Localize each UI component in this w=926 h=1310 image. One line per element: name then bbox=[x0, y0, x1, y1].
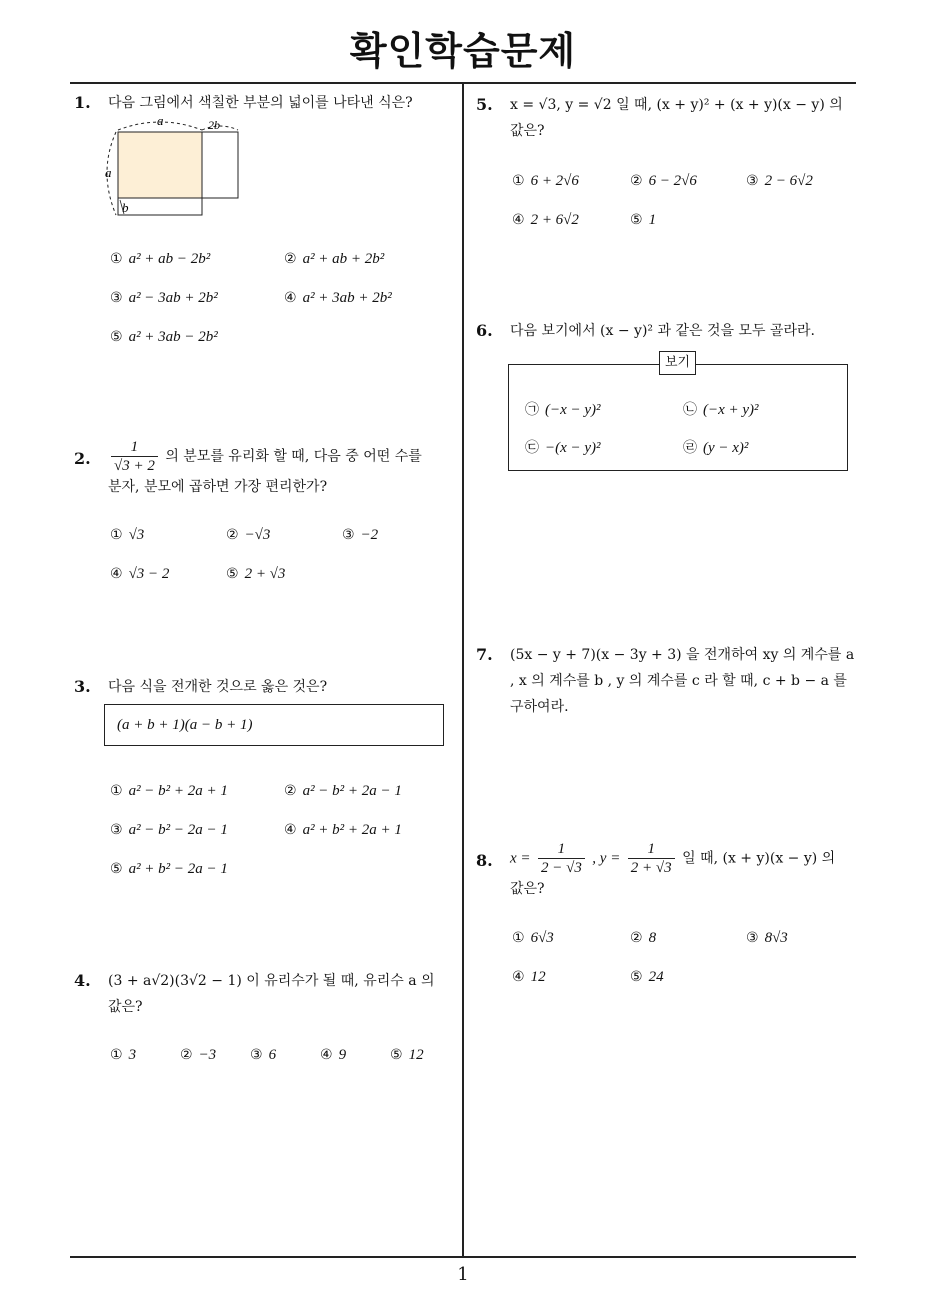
question-text-2: 값은? bbox=[510, 881, 545, 897]
option-3[interactable]: ③ a² − 3ab + 2b² bbox=[110, 290, 218, 306]
option-4[interactable]: ④ 2 + 6√2 bbox=[512, 212, 579, 228]
expression-box bbox=[104, 704, 444, 746]
option-2[interactable]: ② 8 bbox=[630, 930, 657, 946]
area-figure bbox=[100, 116, 240, 220]
question-text-2: 값은? bbox=[510, 123, 545, 139]
footer-rule bbox=[70, 1256, 856, 1258]
label-2b: 2b bbox=[208, 118, 220, 132]
question-text: (3 + a√2)(3√2 − 1) 이 유리수가 될 때, 유리수 a 의 bbox=[108, 973, 435, 989]
option-3[interactable]: ③ 2 − 6√2 bbox=[746, 173, 813, 189]
option-4[interactable]: ④ √3 − 2 bbox=[110, 566, 170, 582]
label-a-top: a bbox=[157, 116, 164, 128]
lower-strip bbox=[118, 198, 202, 215]
option-5[interactable]: ⑤ a² + b² − 2a − 1 bbox=[110, 861, 228, 877]
option-5[interactable]: ⑤ 12 bbox=[390, 1047, 424, 1063]
option-2[interactable]: ② a² − b² + 2a − 1 bbox=[284, 783, 402, 799]
option-2[interactable]: ② 6 − 2√6 bbox=[630, 173, 697, 189]
question-3 bbox=[74, 674, 454, 884]
bogi-item-3[interactable]: ㉢ −(x − y)² bbox=[525, 440, 601, 456]
question-2 bbox=[74, 438, 458, 598]
question-number: 7. bbox=[476, 645, 493, 664]
question-6 bbox=[476, 318, 860, 478]
question-number: 6. bbox=[476, 321, 493, 340]
question-text: x = √3, y = √2 일 때, (x + y)² + (x + y)(x − y) 의 bbox=[510, 97, 843, 113]
bogi-item-1[interactable]: ㉠ (−x − y)² bbox=[525, 402, 601, 418]
option-3[interactable]: ③ a² − b² − 2a − 1 bbox=[110, 822, 228, 838]
bogi-item-4[interactable]: ㉣ (y − x)² bbox=[683, 440, 749, 456]
option-4[interactable]: ④ a² + 3ab + 2b² bbox=[284, 290, 392, 306]
option-3[interactable]: ③ −2 bbox=[342, 527, 379, 543]
question-number: 3. bbox=[74, 677, 91, 696]
question-text-2: 분자, 분모에 곱하면 가장 편리한가? bbox=[108, 479, 328, 495]
question-4 bbox=[74, 968, 458, 1078]
question-text: (5x − y + 7)(x − 3y + 3) 을 전개하여 xy 의 계수를 a bbox=[510, 647, 855, 663]
option-5[interactable]: ⑤ 24 bbox=[630, 969, 664, 985]
question-text: 의 분모를 유리화 할 때, 다음 중 어떤 수를 bbox=[165, 448, 422, 465]
question-text-2: 값은? bbox=[108, 999, 143, 1015]
question-text: 다음 그림에서 색칠한 부분의 넓이를 나타낸 식은? bbox=[108, 95, 413, 111]
option-2[interactable]: ② a² + ab + 2b² bbox=[284, 251, 385, 267]
x-label: x = bbox=[510, 850, 531, 867]
option-2[interactable]: ② −3 bbox=[180, 1047, 217, 1063]
expression: (a + b + 1)(a − b + 1) bbox=[117, 717, 253, 733]
option-5[interactable]: ⑤ 2 + √3 bbox=[226, 566, 286, 582]
bogi-box bbox=[508, 355, 848, 471]
option-1[interactable]: ① 6 + 2√6 bbox=[512, 173, 579, 189]
fraction-y: $\frac{1}{2 + √3}$ bbox=[628, 840, 675, 877]
question-text: 다음 보기에서 (x − y)² 과 같은 것을 모두 골라라. bbox=[510, 323, 815, 339]
question-number: 4. bbox=[74, 971, 91, 990]
option-1[interactable]: ① √3 bbox=[110, 527, 145, 543]
label-b: b bbox=[122, 200, 129, 215]
fraction-x: $\frac{1}{2 - √3}$ bbox=[538, 840, 585, 877]
option-1[interactable]: ① a² + ab − 2b² bbox=[110, 251, 211, 267]
option-3[interactable]: ③ 6 bbox=[250, 1047, 277, 1063]
option-1[interactable]: ① 3 bbox=[110, 1047, 137, 1063]
shaded-region bbox=[118, 132, 202, 198]
option-2[interactable]: ② −√3 bbox=[226, 527, 271, 543]
column-divider bbox=[462, 82, 464, 1258]
question-text: 일 때, (x + y)(x − y) 의 bbox=[682, 850, 836, 867]
option-4[interactable]: ④ 9 bbox=[320, 1047, 347, 1063]
option-3[interactable]: ③ 8√3 bbox=[746, 930, 788, 946]
question-number: 8. bbox=[476, 851, 493, 870]
page-title: 확인학습문제 bbox=[349, 29, 577, 73]
bogi-item-2[interactable]: ㉡ (−x + y)² bbox=[683, 402, 759, 418]
question-number: 5. bbox=[476, 95, 493, 114]
option-1[interactable]: ① 6√3 bbox=[512, 930, 554, 946]
question-number: 1. bbox=[74, 93, 91, 112]
y-label: , y = bbox=[592, 850, 621, 867]
question-8 bbox=[476, 840, 860, 990]
option-5[interactable]: ⑤ a² + 3ab − 2b² bbox=[110, 329, 218, 345]
label-a-left: a bbox=[105, 165, 112, 180]
bogi-label: 보기 bbox=[659, 351, 696, 375]
fraction: $\frac{1}{√3 + 2}$ bbox=[111, 438, 158, 475]
question-1 bbox=[74, 90, 454, 350]
option-5[interactable]: ⑤ 1 bbox=[630, 212, 657, 228]
option-4[interactable]: ④ a² + b² + 2a + 1 bbox=[284, 822, 402, 838]
option-1[interactable]: ① a² − b² + 2a + 1 bbox=[110, 783, 228, 799]
page-number: 1 bbox=[457, 1264, 469, 1285]
question-5 bbox=[476, 92, 860, 242]
question-7 bbox=[476, 642, 860, 732]
option-4[interactable]: ④ 12 bbox=[512, 969, 546, 985]
question-number: 2. bbox=[74, 449, 91, 468]
question-text: 다음 식을 전개한 것으로 옳은 것은? bbox=[108, 679, 328, 695]
question-text-3: 구하여라. bbox=[510, 699, 569, 715]
question-text-2: , x 의 계수를 b , y 의 계수를 c 라 할 때, c + b − a 를 bbox=[510, 673, 847, 689]
